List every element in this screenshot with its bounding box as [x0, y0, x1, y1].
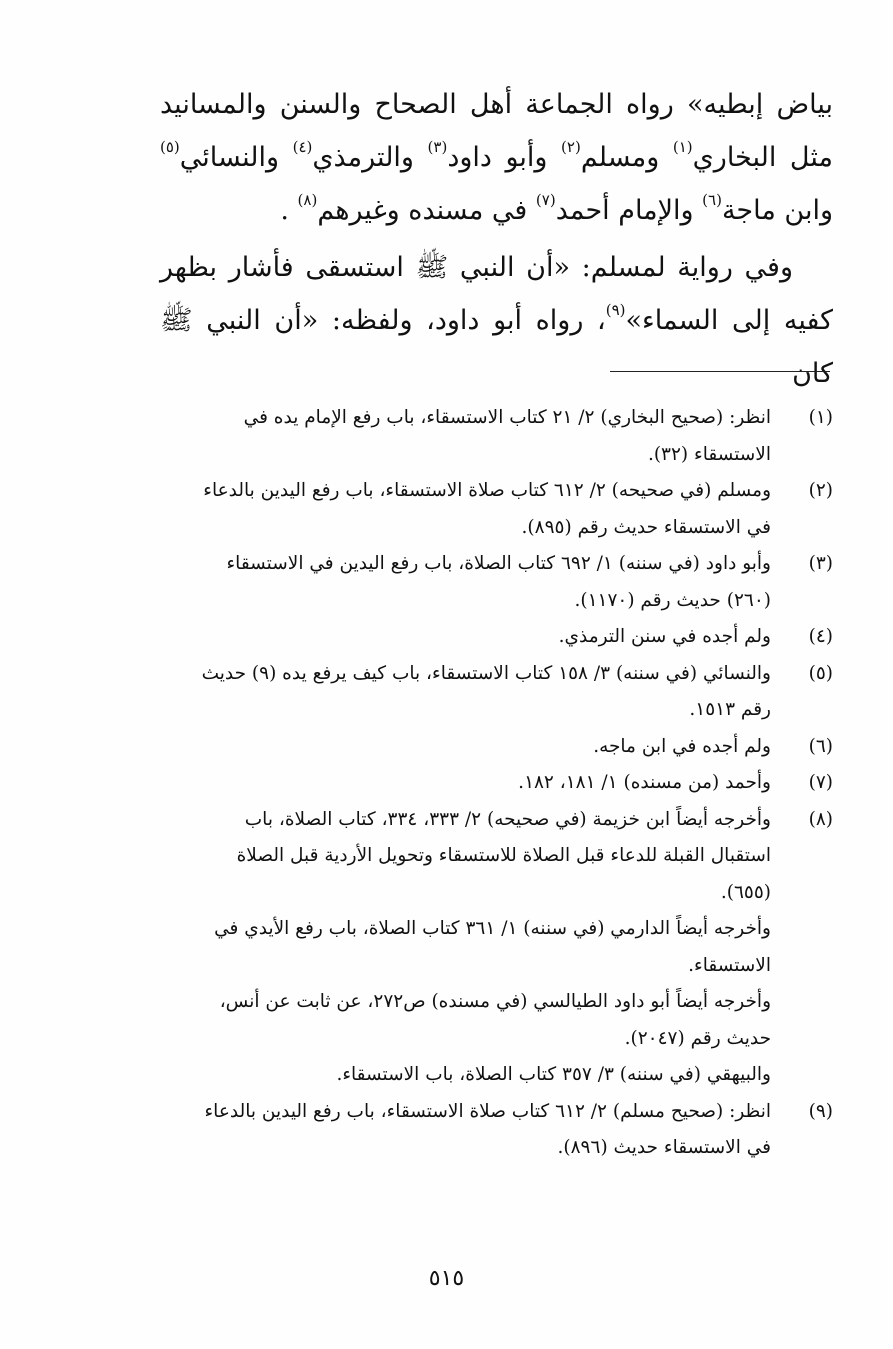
text-segment: في مسنده وغيرهم [317, 195, 536, 226]
footnote-line: وأخرجه أيضاً ابن خزيمة (في صحيحه) ٢/ ٣٣٣، ٣٣٤، كتاب الصلاة، باب [244, 808, 771, 830]
footnote-line: (٦٥٥). [720, 881, 771, 903]
footnote-line: رقم ١٥١٣. [689, 699, 771, 720]
footnote-1 [160, 400, 833, 473]
footnote-ref-7[interactable]: (٧) [535, 191, 556, 209]
text-segment: بياض إبطيه» رواه الجماعة أهل الصحاح والسنن والمسانيد مثل البخاري [160, 89, 833, 173]
footnote-ref-2[interactable]: (٢) [561, 138, 581, 156]
footnote-number: (٤) [808, 626, 833, 647]
footnote-line: انظر: (صحيح البخاري) ٢/ ٢١ كتاب الاستسقاء، باب رفع الإمام يده في [243, 407, 771, 428]
text-segment: ومسلم [580, 142, 673, 173]
footnote-line: والنسائي (في سننه) ٣/ ١٥٨ كتاب الاستسقاء، باب كيف يرفع يده (٩) حديث [201, 662, 771, 684]
footnote-ref-3[interactable]: (٣) [427, 138, 448, 156]
footnotes-section [160, 400, 833, 1167]
footnote-line: ومسلم (في صحيحه) ٢/ ٦١٢ كتاب صلاة الاستسقاء، باب رفع اليدين بالدعاء [203, 480, 771, 501]
footnote-number: (١) [808, 407, 833, 428]
footnote-7 [160, 765, 833, 802]
footnote-number: (٥) [808, 662, 833, 684]
footnote-6 [160, 729, 833, 766]
main-paragraph-1 [160, 78, 833, 237]
footnote-number: (٧) [808, 772, 833, 793]
text-segment: وفي رواية لمسلم: «أن النبي ﷺ استسقى فأشار بظهر كفيه إلى السماء» [160, 252, 834, 336]
footnote-8 [160, 802, 833, 1094]
footnote-ref-1[interactable]: (١) [672, 138, 693, 156]
footnote-4 [160, 619, 833, 656]
text-segment: والإمام أحمد [555, 195, 703, 226]
footnote-line: الاستسقاء (٣٢). [647, 443, 771, 465]
footnote-line: وأبو داود (في سننه) ١/ ٦٩٢ كتاب الصلاة، باب رفع اليدين في الاستسقاء [226, 553, 771, 574]
footnote-line: حديث رقم (٢٠٤٧). [624, 1027, 771, 1049]
footnote-line: ولم أجده في سنن الترمذي. [558, 626, 771, 647]
footnote-5 [160, 656, 833, 729]
text-segment: والنسائي [179, 142, 293, 173]
footnote-3 [160, 546, 833, 619]
footnote-ref-5[interactable]: (٥) [160, 138, 180, 156]
main-paragraph-2 [160, 241, 833, 400]
footnote-2 [160, 473, 833, 546]
footnote-line: ولم أجده في ابن ماجه. [593, 735, 771, 757]
footnote-separator [610, 371, 830, 372]
text-segment: ، رواه أبو داود، ولفظه: «أن النبي ﷺ كان [160, 305, 833, 389]
footnote-line: في الاستسقاء حديث (٨٩٦). [557, 1137, 771, 1158]
main-text [160, 78, 833, 400]
footnote-line: وأحمد (من مسنده) ١/ ١٨١، ١٨٢. [518, 772, 771, 793]
footnote-line: الاستسقاء. [688, 954, 771, 976]
footnote-number: (٨) [808, 808, 833, 830]
footnote-line: والبيهقي (في سننه) ٣/ ٣٥٧ كتاب الصلاة، باب الاستسقاء. [336, 1064, 771, 1085]
footnote-line: وأخرجه أيضاً أبو داود الطيالسي (في مسنده) ص٢٧٢، عن ثابت عن أنس، [219, 991, 771, 1012]
footnote-ref-8[interactable]: (٨) [297, 191, 318, 209]
footnote-number: (٦) [808, 735, 833, 757]
footnote-9 [160, 1094, 833, 1167]
footnote-line: وأخرجه أيضاً الدارمي (في سننه) ١/ ٣٦١ كتاب الصلاة، باب رفع الأيدي في [214, 918, 771, 939]
footnote-line: انظر: (صحيح مسلم) ٢/ ٦١٢ كتاب صلاة الاستسقاء، باب رفع اليدين بالدعاء [204, 1100, 771, 1122]
footnote-number: (٢) [808, 480, 833, 501]
text-segment: والترمذي [312, 142, 428, 173]
footnote-number: (٣) [808, 553, 833, 574]
page-number: ٥١٥ [428, 1266, 465, 1291]
footnote-number: (٩) [808, 1100, 833, 1122]
footnote-ref-4[interactable]: (٤) [292, 138, 313, 156]
footnote-line: استقبال القبلة للدعاء قبل الصلاة للاستسقاء وتحويل الأردية قبل الصلاة [236, 845, 771, 866]
footnote-ref-6[interactable]: (٦) [702, 191, 722, 209]
footnote-line: في الاستسقاء حديث رقم (٨٩٥). [521, 516, 771, 538]
footnote-ref-9[interactable]: (٩) [605, 301, 626, 319]
text-segment: وأبو داود [447, 142, 562, 173]
text-segment: . [280, 195, 298, 226]
text-segment: وابن ماجة [721, 195, 833, 226]
footnote-line: (٢٦٠) حديث رقم (١١٧٠). [574, 589, 771, 611]
